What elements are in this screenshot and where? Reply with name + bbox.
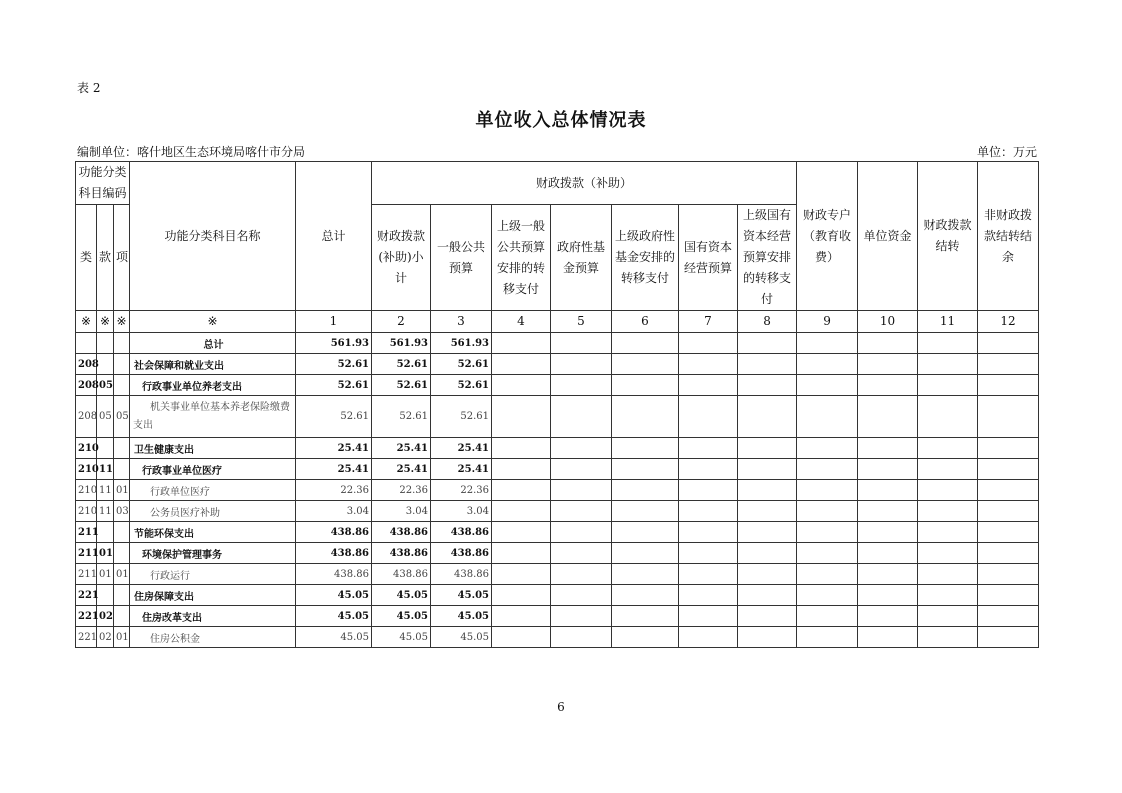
subject-name: 行政单位医疗 [130, 480, 296, 501]
empty-cell [978, 354, 1039, 375]
empty-cell [858, 627, 918, 648]
value-cell: 25.41 [431, 438, 492, 459]
code-kuan: 01 [97, 564, 114, 585]
empty-cell [679, 543, 738, 564]
empty-cell [492, 543, 551, 564]
subject-name: 社会保障和就业支出 [130, 354, 296, 375]
code-lei: 210 [76, 480, 97, 501]
header-col-4: 上级一般公共预算安排的转移支付 [492, 205, 551, 311]
empty-cell [551, 396, 612, 438]
col-number: 7 [679, 311, 738, 333]
empty-cell [797, 480, 858, 501]
empty-cell [978, 375, 1039, 396]
empty-cell [797, 522, 858, 543]
value-cell: 45.05 [296, 627, 372, 648]
value-cell: 3.04 [431, 501, 492, 522]
code-xiang: 01 [114, 480, 130, 501]
empty-cell [612, 480, 679, 501]
value-cell: 3.04 [296, 501, 372, 522]
empty-cell [797, 501, 858, 522]
empty-cell [918, 564, 978, 585]
empty-cell [738, 501, 797, 522]
header-col-8: 上级国有资本经营预算安排的转移支付 [738, 205, 797, 311]
value-cell: 52.61 [372, 375, 431, 396]
empty-cell [612, 333, 679, 354]
empty-cell [797, 438, 858, 459]
empty-cell [551, 564, 612, 585]
empty-cell [679, 606, 738, 627]
value-cell: 3.04 [372, 501, 431, 522]
empty-cell [858, 522, 918, 543]
header-caizheng-group: 财政拨款（补助） [372, 162, 797, 205]
subject-name: 总计 [130, 333, 296, 354]
value-cell: 45.05 [372, 585, 431, 606]
subject-name: 机关事业单位基本养老保险缴费支出 [130, 396, 296, 438]
empty-cell [679, 501, 738, 522]
header-fei: 非财政拨款结转结余 [978, 162, 1039, 311]
col-number: 4 [492, 311, 551, 333]
header-total: 总计 [296, 162, 372, 311]
empty-cell [551, 333, 612, 354]
table-row [76, 480, 1039, 501]
code-xiang [114, 606, 130, 627]
code-lei: 221 [76, 627, 97, 648]
empty-cell [612, 438, 679, 459]
table-row [76, 333, 1039, 354]
empty-cell [918, 459, 978, 480]
empty-cell [551, 438, 612, 459]
empty-cell [797, 375, 858, 396]
empty-cell [918, 585, 978, 606]
value-cell: 52.61 [431, 396, 492, 438]
empty-cell [738, 564, 797, 585]
header-lei: 类 [76, 205, 97, 311]
value-cell: 45.05 [431, 606, 492, 627]
code-xiang [114, 375, 130, 396]
empty-cell [551, 585, 612, 606]
empty-cell [918, 333, 978, 354]
empty-cell [738, 627, 797, 648]
col-number: 5 [551, 311, 612, 333]
value-cell: 52.61 [372, 396, 431, 438]
code-kuan: 11 [97, 480, 114, 501]
table-row [76, 438, 1039, 459]
code-lei [76, 333, 97, 354]
empty-cell [492, 627, 551, 648]
value-cell: 52.61 [372, 354, 431, 375]
value-cell: 25.41 [296, 459, 372, 480]
header-col-7: 国有资本经营预算 [679, 205, 738, 311]
value-cell: 45.05 [431, 585, 492, 606]
code-lei: 221 [76, 585, 97, 606]
empty-cell [612, 564, 679, 585]
empty-cell [679, 480, 738, 501]
empty-cell [551, 354, 612, 375]
col-number: 6 [612, 311, 679, 333]
empty-cell [738, 333, 797, 354]
subject-name: 环境保护管理事务 [130, 543, 296, 564]
header-kuan: 款 [97, 205, 114, 311]
code-lei: 210 [76, 438, 97, 459]
empty-cell [978, 480, 1039, 501]
table-row [76, 627, 1039, 648]
empty-cell [738, 585, 797, 606]
table-label: 表 2 [77, 81, 101, 95]
empty-cell [797, 564, 858, 585]
empty-cell [612, 354, 679, 375]
empty-cell [679, 522, 738, 543]
code-kuan: 02 [97, 627, 114, 648]
value-cell: 561.93 [296, 333, 372, 354]
subject-name: 住房改革支出 [130, 606, 296, 627]
empty-cell [492, 375, 551, 396]
empty-cell [738, 438, 797, 459]
col-number: 2 [372, 311, 431, 333]
value-cell: 438.86 [372, 564, 431, 585]
table-row [76, 396, 1039, 438]
header-col-5: 政府性基金预算 [551, 205, 612, 311]
empty-cell [679, 459, 738, 480]
table-row [76, 375, 1039, 396]
empty-cell [679, 627, 738, 648]
empty-cell [858, 459, 918, 480]
value-cell: 45.05 [296, 606, 372, 627]
empty-cell [679, 333, 738, 354]
empty-cell [551, 522, 612, 543]
code-xiang [114, 354, 130, 375]
empty-cell [858, 375, 918, 396]
header-mark: ※ [130, 311, 296, 333]
value-cell: 52.61 [431, 354, 492, 375]
col-number: 8 [738, 311, 797, 333]
code-kuan [97, 522, 114, 543]
header-code-group: 功能分类科目编码 [76, 162, 130, 205]
value-cell: 438.86 [296, 564, 372, 585]
empty-cell [738, 459, 797, 480]
empty-cell [738, 606, 797, 627]
empty-cell [858, 480, 918, 501]
empty-cell [858, 333, 918, 354]
empty-cell [492, 396, 551, 438]
empty-cell [978, 627, 1039, 648]
empty-cell [918, 606, 978, 627]
value-cell: 25.41 [431, 459, 492, 480]
code-lei: 208 [76, 396, 97, 438]
empty-cell [612, 522, 679, 543]
empty-cell [738, 543, 797, 564]
empty-cell [612, 375, 679, 396]
code-kuan [97, 333, 114, 354]
empty-cell [551, 480, 612, 501]
empty-cell [978, 522, 1039, 543]
unit-label: 单位：万元 [976, 145, 1037, 159]
table-row [76, 543, 1039, 564]
empty-cell [918, 354, 978, 375]
code-xiang [114, 459, 130, 480]
empty-cell [978, 606, 1039, 627]
subject-name: 公务员医疗补助 [130, 501, 296, 522]
code-kuan: 01 [97, 543, 114, 564]
empty-cell [612, 627, 679, 648]
page-number: 6 [557, 700, 565, 714]
empty-cell [918, 543, 978, 564]
code-lei: 210 [76, 501, 97, 522]
code-lei: 211 [76, 564, 97, 585]
empty-cell [679, 396, 738, 438]
empty-cell [679, 375, 738, 396]
code-xiang [114, 522, 130, 543]
col-number: 3 [431, 311, 492, 333]
value-cell: 438.86 [431, 522, 492, 543]
code-lei: 211 [76, 543, 97, 564]
subject-name: 住房保障支出 [130, 585, 296, 606]
empty-cell [738, 354, 797, 375]
empty-cell [612, 606, 679, 627]
empty-cell [551, 543, 612, 564]
empty-cell [978, 333, 1039, 354]
table-body [76, 333, 1039, 648]
empty-cell [679, 438, 738, 459]
table-row [76, 585, 1039, 606]
code-lei: 210 [76, 459, 97, 480]
subject-name: 住房公积金 [130, 627, 296, 648]
value-cell: 438.86 [431, 543, 492, 564]
empty-cell [797, 627, 858, 648]
code-kuan [97, 354, 114, 375]
empty-cell [738, 396, 797, 438]
empty-cell [797, 333, 858, 354]
empty-cell [492, 480, 551, 501]
empty-cell [978, 459, 1039, 480]
empty-cell [492, 585, 551, 606]
empty-cell [492, 606, 551, 627]
code-kuan: 05 [97, 375, 114, 396]
value-cell: 438.86 [296, 522, 372, 543]
table-row [76, 459, 1039, 480]
code-xiang: 03 [114, 501, 130, 522]
header-name: 功能分类科目名称 [130, 162, 296, 311]
subject-name: 行政事业单位医疗 [130, 459, 296, 480]
income-table [75, 161, 1039, 648]
header-mark: ※ [97, 311, 114, 333]
org-label: 编制单位：喀什地区生态环境局喀什市分局 [77, 145, 306, 159]
code-kuan [97, 585, 114, 606]
empty-cell [858, 543, 918, 564]
code-xiang [114, 543, 130, 564]
empty-cell [918, 480, 978, 501]
empty-cell [551, 627, 612, 648]
value-cell: 438.86 [296, 543, 372, 564]
empty-cell [858, 354, 918, 375]
empty-cell [612, 396, 679, 438]
value-cell: 22.36 [296, 480, 372, 501]
empty-cell [797, 354, 858, 375]
empty-cell [492, 564, 551, 585]
value-cell: 25.41 [296, 438, 372, 459]
code-xiang: 01 [114, 627, 130, 648]
code-kuan [97, 438, 114, 459]
empty-cell [612, 459, 679, 480]
code-lei: 208 [76, 375, 97, 396]
value-cell: 22.36 [372, 480, 431, 501]
empty-cell [978, 501, 1039, 522]
value-cell: 25.41 [372, 459, 431, 480]
empty-cell [797, 606, 858, 627]
value-cell: 25.41 [372, 438, 431, 459]
empty-cell [978, 396, 1039, 438]
empty-cell [858, 396, 918, 438]
value-cell: 52.61 [296, 396, 372, 438]
col-number: 9 [797, 311, 858, 333]
header-danwei: 单位资金 [858, 162, 918, 311]
header-col-3: 一般公共预算 [431, 205, 492, 311]
col-number: 1 [296, 311, 372, 333]
table-row [76, 606, 1039, 627]
table-row [76, 522, 1039, 543]
code-lei: 221 [76, 606, 97, 627]
value-cell: 22.36 [431, 480, 492, 501]
empty-cell [918, 396, 978, 438]
empty-cell [918, 375, 978, 396]
empty-cell [797, 543, 858, 564]
empty-cell [612, 501, 679, 522]
empty-cell [738, 375, 797, 396]
header-mark: ※ [114, 311, 130, 333]
code-kuan: 02 [97, 606, 114, 627]
header-col-2: 财政拨款(补助)小计 [372, 205, 431, 311]
subject-name: 卫生健康支出 [130, 438, 296, 459]
empty-cell [918, 522, 978, 543]
value-cell: 52.61 [296, 354, 372, 375]
code-lei: 208 [76, 354, 97, 375]
header-xiang: 项 [114, 205, 130, 311]
code-kuan: 11 [97, 501, 114, 522]
value-cell: 45.05 [372, 606, 431, 627]
empty-cell [978, 585, 1039, 606]
code-xiang [114, 333, 130, 354]
empty-cell [858, 438, 918, 459]
table-row [76, 354, 1039, 375]
empty-cell [978, 543, 1039, 564]
empty-cell [679, 354, 738, 375]
value-cell: 45.05 [296, 585, 372, 606]
empty-cell [551, 375, 612, 396]
empty-cell [797, 585, 858, 606]
subject-name: 行政运行 [130, 564, 296, 585]
value-cell: 52.61 [296, 375, 372, 396]
empty-cell [551, 606, 612, 627]
value-cell: 561.93 [431, 333, 492, 354]
page-title: 单位收入总体情况表 [475, 110, 647, 131]
empty-cell [612, 543, 679, 564]
empty-cell [858, 606, 918, 627]
empty-cell [492, 438, 551, 459]
empty-cell [918, 438, 978, 459]
empty-cell [679, 585, 738, 606]
col-number: 11 [918, 311, 978, 333]
value-cell: 561.93 [372, 333, 431, 354]
empty-cell [918, 627, 978, 648]
empty-cell [858, 501, 918, 522]
value-cell: 45.05 [372, 627, 431, 648]
header-col-6: 上级政府性基金安排的转移支付 [612, 205, 679, 311]
table-row [76, 501, 1039, 522]
code-xiang [114, 438, 130, 459]
empty-cell [797, 459, 858, 480]
empty-cell [918, 501, 978, 522]
empty-cell [492, 459, 551, 480]
empty-cell [858, 564, 918, 585]
empty-cell [858, 585, 918, 606]
empty-cell [551, 501, 612, 522]
empty-cell [797, 396, 858, 438]
empty-cell [492, 333, 551, 354]
col-number: 10 [858, 311, 918, 333]
header-jiezhuan: 财政拨款结转 [918, 162, 978, 311]
value-cell: 438.86 [372, 543, 431, 564]
code-xiang: 01 [114, 564, 130, 585]
code-xiang [114, 585, 130, 606]
empty-cell [612, 585, 679, 606]
col-number: 12 [978, 311, 1039, 333]
code-lei: 211 [76, 522, 97, 543]
subject-name: 行政事业单位养老支出 [130, 375, 296, 396]
value-cell: 438.86 [372, 522, 431, 543]
code-xiang: 05 [114, 396, 130, 438]
empty-cell [492, 501, 551, 522]
empty-cell [738, 480, 797, 501]
code-kuan: 05 [97, 396, 114, 438]
empty-cell [978, 438, 1039, 459]
table-row [76, 564, 1039, 585]
value-cell: 52.61 [431, 375, 492, 396]
empty-cell [679, 564, 738, 585]
empty-cell [978, 564, 1039, 585]
header-mark: ※ [76, 311, 97, 333]
empty-cell [492, 522, 551, 543]
value-cell: 45.05 [431, 627, 492, 648]
subject-name: 节能环保支出 [130, 522, 296, 543]
header-zhuanhu: 财政专户（教育收费） [797, 162, 858, 311]
empty-cell [492, 354, 551, 375]
value-cell: 438.86 [431, 564, 492, 585]
empty-cell [551, 459, 612, 480]
code-kuan: 11 [97, 459, 114, 480]
empty-cell [738, 522, 797, 543]
